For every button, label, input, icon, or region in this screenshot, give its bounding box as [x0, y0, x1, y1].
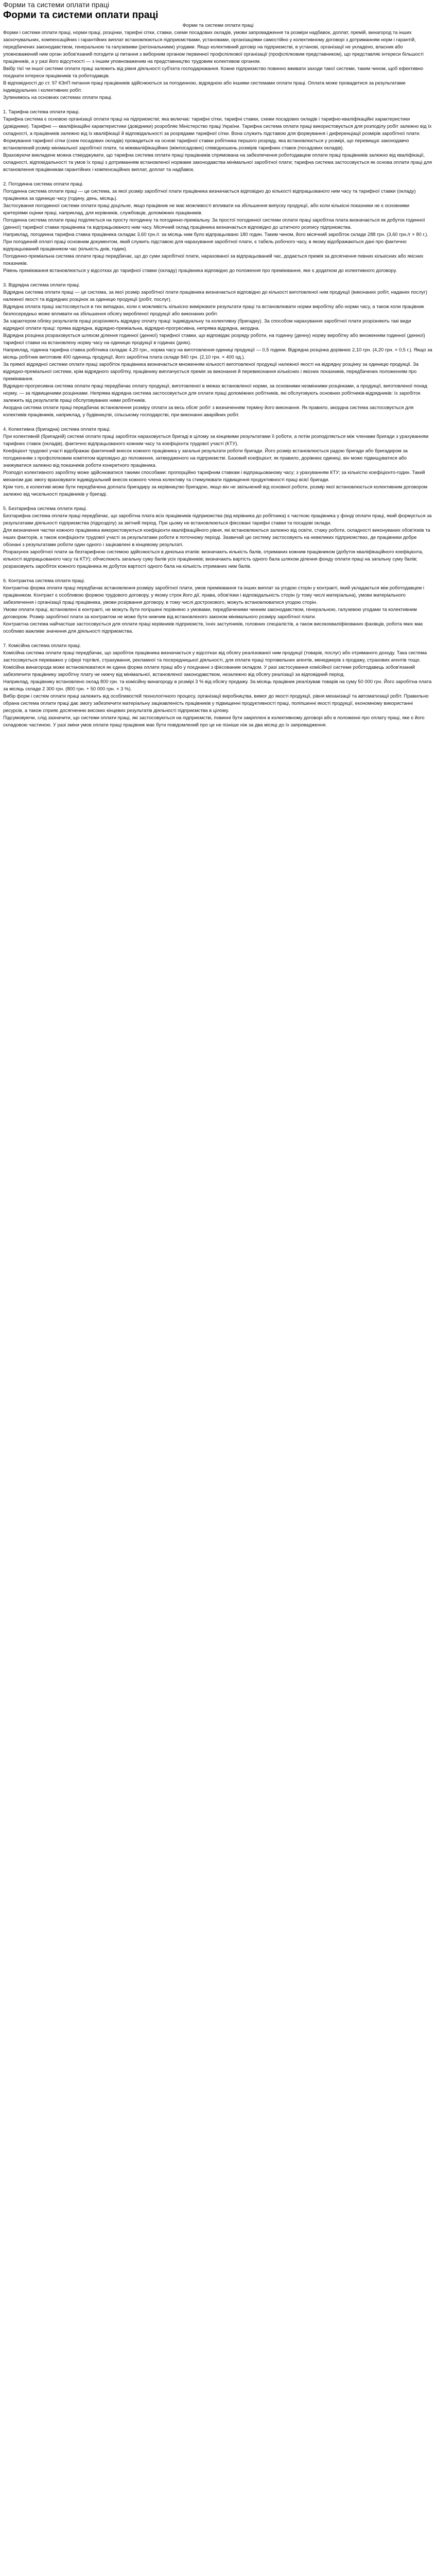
paragraph-spacer — [3, 635, 433, 642]
paragraph: Погодинно-преміальна система оплати праці передбачає, що до суми заробітної плати, нарахованої за відпрацьований час, додається премія за досягнення певних кількісних або якісних показників. — [3, 253, 424, 266]
paragraph: При погодинній оплаті праці основним документом, який служить підставою для нарахування заробітної плати, є табель робочого часу, в якому відображаються дані про фактично відпрацьований працівником час (кількість днів, годин). — [3, 239, 407, 251]
paragraph: Комісійна винагорода може встановлюватися як єдина форма оплати праці або у поєднанні з фіксованим окладом. У разі застосування комісійної системи роботодавець зобов'язаний забезпечити працівнику заробітну плату не нижчу від мінімальної, встановленої законодавством, незалежно від обсягу реалізації за відповідний період. — [3, 664, 415, 677]
page-title: Форми та системи оплати праці — [3, 10, 159, 21]
paragraph: Відрядна система оплати праці — це система, за якої розмір заробітної плати працівника визначається відповідно до кількості виготовленої ним продукції (виконаних робіт, наданих послуг) належної якості та відрядних розцінок за одиницю продукції (робіт, послуг). — [3, 289, 428, 302]
paragraph: За прямої відрядної системи оплати праці заробіток працівника визначається множенням кількості виготовленої продукції належної якості на відрядну розцінку за одиницю продукції. За відрядно-преміальної системи, крім відрядного заробітку, працівнику виплачується премія за виконання й перевиконання кількісних і якісних показників, передбачених положенням про преміювання. — [3, 361, 419, 381]
paragraph-spacer — [3, 498, 433, 505]
paragraph: Вибір форм і систем оплати праці залежить від особливостей технологічного процесу, організації виробництва, вимог до якості продукції, рівня механізації та автоматизації робіт. Правильно обрана система оплати праці дає змогу забезпечити матеріальну зацікавленість працівників у підвищенні продуктивності праці, поліпшенні якості продукції, економному використанні ресурсів, а також сприяє досягненню високих кінцевих результатів діяльності підприємства в цілому. — [3, 693, 429, 713]
paragraph: Форми та системи оплати праці — [182, 22, 254, 28]
paragraph: Наприклад, годинна тарифна ставка робітника складає 4,20 грн., норма часу на виготовлення одиниці продукції — 0,5 години. Відрядна розцінка дорівнює 2,10 грн. (4,20 грн. × 0,5 г.). Якщо за місяць робітник виготовив 400 одиниць продукції, його заробітна плата складе 840 грн. (2,10 грн. × 400 од.). — [3, 347, 432, 360]
paragraph: Відрядно-прогресивна система оплати праці передбачає оплату продукції, виготовленої в межах встановленої норми, за основними незмінними розцінками, а продукції, виготовленої понад норму, — за підвищеними розцінками. Непряма відрядна система застосовується для оплати праці допоміжних робітників, які обслуговують основних робітників-відрядників: їх заробіток залежить від результатів праці обслуговуваних ними робітників. — [3, 383, 427, 403]
paragraph: Формування тарифної сітки (схем посадових окладів) провадиться на основі тарифної ставки робітника першого розряду, яка встановлюється у розмірі, що перевищує законодавчо встановлений розмір мінімальної заробітної плати, та міжкваліфікаційних (міжпосадових) співвідношень розмірів тарифних ставок (посадових окладів). — [3, 138, 409, 150]
browser-tab-title: Форми та системи оплати праці — [3, 1, 110, 9]
section-heading: 5. Безтарифна система оплати праці. — [3, 505, 88, 511]
paragraph: При колективній (бригадній) системі оплати праці заробіток нараховується бригаді в цілому за кінцевими результатами її роботи, а потім розподіляється між членами бригади з урахуванням тарифних ставок (окладів), фактично відпрацьованого кожним часу та коефіцієнта трудової участі (КТУ). — [3, 433, 429, 446]
paragraph: Комісійна система оплати праці передбачає, що заробіток працівника визначається у відсотках від обсягу реалізованої ним продукції (товарів, послуг) або отриманого доходу. Така система застосовується переважно у сфері торгівлі, страхування, рекламної та посередницької діяльності, для оплати праці торговельних агентів, менеджерів з продажу, страхових агентів тощо. — [3, 650, 427, 663]
paragraph: Контрактна система найчастіше застосовується для оплати праці керівників підприємств, їхніх заступників, головних спеціалістів, а також висококваліфікованих фахівців, робота яких має особливо важливе значення для діяльності підприємства. — [3, 621, 423, 634]
paragraph: Підсумовуючи, слід зазначити, що системи оплати праці, які застосовуються на підприємстві, повинні бути закріплені в колективному договорі або в положенні про оплату праці, яке є його складовою частиною. У разі зміни умов оплати праці працівник має бути повідомлений про це не пізніше ніж за два місяці до їх запровадження. — [3, 715, 425, 727]
paragraph: В відповідності до ст. 97 КЗпП питання праці працівників здійснюються за погодинною, відрядною або іншими системами оплати праці. Оплата може провадитися за результатами індивідуальних і колективних робіт. — [3, 80, 406, 93]
paragraph: Безтарифна система оплати праці передбачає, що заробітна плата всіх працівників підприємства (від керівника до робітника) є часткою працівника у фонді оплати праці, який формується за результатами діяльності підприємства (підрозділу) за звітний період. При цьому не встановлюються фіксовані тарифні ставки та посадові оклади. — [3, 513, 432, 526]
paragraph: Відрядна оплата праці застосовується в тих випадках, коли є можливість кількісно вимірювати результати праці та встановлювати норми виробітку або норми часу, а також коли працівник безпосередньо може впливати на збільшення обсягу виробленої продукції або виконаних робіт. — [3, 303, 424, 316]
document-body — [0, 22, 436, 728]
paragraph: Форми і системи оплати праці, норми праці, розцінки, тарифні сітки, ставки, схеми посадових окладів, умови запровадження та розміри надбавок, доплат, премій, винагород та інших заохочувальних, компенсаційних і гарантійних виплат встановлюються підприємствами, установами, організаціями самостійно у колективному договорі з дотриманням норм і гарантій, передбачених законодавством, генеральною та галузевими (регіональними) угодами. Якщо колективний договір на підприємстві, в установі, організації не укладено, власник або уповноважений ним орган зобов'язаний погодити ці питання з виборним органом первинної профспілкової організації (профспілковим представником), що представляє інтереси більшості працівників, а у разі його відсутності — з іншим уповноваженим на представництво трудовим колективом органом. — [3, 29, 424, 64]
paragraph: Контрактна форма оплати праці передбачає встановлення розміру заробітної плати, умов преміювання та інших виплат за угодою сторін у контракті, який укладається між роботодавцем і працівником. Контракт є особливою формою трудового договору, у якому строк його дії, права, обов'язки і відповідальність сторін (у тому числі матеріальна), умови матеріального забезпечення і організації праці працівника, умови розірвання договору, в тому числі дострокового, можуть встановлюватися угодою сторін. — [3, 585, 424, 605]
paragraph-spacer — [3, 418, 433, 426]
paragraph: Враховуючи викладене можна стверджувати, що тарифна система оплати праці працівників спрямована на забезпечення роботодавцем оплати праці працівників залежно від кваліфікації, складності, відповідальності та умов їх праці з дотриманням встановленої нормами законодавства мінімальної заробітної плати; тарифна система застосовується як основа оплати праці для встановлення працівникам гарантійних і компенсаційних виплат, доплат та надбавок. — [3, 152, 432, 172]
paragraph: Погодинна система оплати праці поділяється на просту погодинну та погодинно-преміальну. За простої погодинної системи оплати праці заробітна плата визначається як добуток годинної (денної) тарифної ставки працівника та відпрацьованого ним часу. Місячний оклад працівника визначається відповідно до штатного розпису підприємства. — [3, 217, 425, 230]
paragraph-spacer — [3, 173, 433, 180]
paragraph-spacer — [3, 101, 433, 108]
section-heading: 6. Контрактна система оплати праці. — [3, 578, 85, 583]
paragraph: Наприклад, працівнику встановлено оклад 800 грн. та комісійну винагороду в розмірі 3 % від обсягу продажу. За місяць працівник реалізував товарів на суму 50 000 грн. Його заробітна плата за місяць складе 2 300 грн. (800 грн. + 50 000 грн. × 3 %). — [3, 679, 432, 691]
section-heading: 3. Відрядна система оплати праці. — [3, 282, 80, 287]
paragraph: За характером обліку результатів праці розрізняють відрядну оплату праці: індивідуальну та колективну (бригадну). За способом нарахування заробітної плати розрізняють такі види відрядної оплати праці: пряма відрядна, відрядно-преміальна, відрядно-прогресивна, непряма відрядна, акордна. — [3, 318, 411, 331]
paragraph: Наприклад, погодинна тарифна ставка працівника складає 3,60 грн./г. за місяць ним було відпрацьовано 180 годин. Таким чином, його місячний заробіток складе 288 грн. (3,60 грн./г × 80 г.). — [3, 231, 428, 237]
paragraph: Тарифна система є основою організації оплати праці на підприємстві; яка включає: тарифні сітки, тарифні ставки, схеми посадових окладів і тарифно-кваліфікаційні характеристики (довідники). Тарифно — кваліфікаційні характеристики (довідники) розробляє Міністерство праці України. Тарифна система оплати праці використовується для розподілу робіт залежно від їх складності, а працівників залежно від їх кваліфікації й відповідальності за розрядами тарифної сітки. Вона служить підставою для формування і диференціації розмірів заробітної плати. — [3, 116, 432, 136]
paragraph: Умови оплати праці, встановлені в контракті, не можуть бути погіршені порівняно з умовами, передбаченими чинним законодавством, генеральною, галузевою угодами та колективним договором. Розмір заробітної плати за контрактом не може бути нижчим від встановленого законом мінімального розміру заробітної плати. — [3, 606, 417, 619]
paragraph: Відрядна розцінка розраховується шляхом ділення годинної (денної) тарифної ставки, що відповідає розряду роботи, на годинну (денну) норму виробітку або множенням годинної (денної) тарифної ставки на встановлену норму часу на одиницю продукції в годинах (днях). — [3, 332, 425, 345]
paragraph: Крім того, в колективі може бути передбачена доплата бригадиру за керівництво бригадою, якщо він не звільнений від основної роботи, розмір якої встановлюється колективним договором залежно від чисельності працівників у бригаді. — [3, 484, 428, 497]
paragraph: Погодинна система оплати праці — це система, за якої розмір заробітної плати працівника визначається відповідно до кількості відпрацьованого ним часу та тарифної ставки (окладу) працівника за одиницю часу (годину, день, місяць). — [3, 188, 416, 201]
paragraph: Зупинимось на основних системах оплати праці. — [3, 94, 113, 100]
paragraph-spacer — [3, 570, 433, 577]
section-heading: 1. Тарифна система оплати праці. — [3, 109, 80, 114]
paragraph: Рівень преміювання встановлюється у відсотках до тарифної ставки (окладу) працівника відповідно до положення про преміювання, яке є додатком до колективного договору. — [3, 267, 397, 273]
paragraph: Ввібр тієї чи іншої системи оплати праці залежить від рівня діяльності суб'єкта господарювання. Кожне підприємство повинно вживати заходи такої системи, таким чином, щоб ефективно поєднати інтереси працівників та роботодавців. — [3, 65, 424, 78]
paragraph: Розрахунок заробітної плати за безтарифною системою здійснюється в декілька етапів: визначають кількість балів, отриманих кожним працівником (добуток кваліфікаційного коефіцієнта, кількості відпрацьованого часу та КТУ); обчислюють загальну суму балів усіх працівників; визначають вартість одного бала шляхом ділення фонду оплати праці на загальну суму балів; розраховують заробіток кожного працівника як добуток вартості одного бала на кількість отриманих ним балів. — [3, 549, 423, 569]
section-heading: 7. Комісійна система оплати праці. — [3, 642, 81, 648]
paragraph: Застосування погодинної системи оплати праці доцільне, якщо працівник не має можливості впливати на збільшення випуску продукції, або коли кількісні показники не є основними критеріями оцінки праці, наприклад, для керівників, службовців, допоміжних працівників. — [3, 202, 410, 215]
paragraph: Розподіл колективного заробітку може здійснюватися такими способами: пропорційно тарифним ставкам і відпрацьованому часу; з урахуванням КТУ; за кількістю коефіцієнто-годин. Такий механізм дає змогу враховувати індивідуальний внесок кожного члена колективу та стимулювати підвищення продуктивності праці всієї бригади. — [3, 469, 425, 482]
section-heading: 2. Погодинна система оплати праці. — [3, 181, 84, 187]
paragraph: Коефіцієнт трудової участі відображає фактичний внесок кожного працівника у загальні результати роботи бригади. Його розмір встановлюється радою бригади або бригадиром за погодженням з профспілковим комітетом відповідно до положення, затвердженого на підприємстві. Базовий коефіцієнт, як правило, дорівнює одиниці, він може підвищуватися або знижуватися залежно від показників роботи конкретного працівника. — [3, 448, 408, 468]
paragraph-spacer — [3, 274, 433, 281]
paragraph: Акордна система оплати праці передбачає встановлення розміру оплати за весь обсяг робіт з визначенням терміну його виконання. Як правило, акордна система застосовується для колективів працівників, наприклад, у будівництві, сільському господарстві, при виконанні аварійних робіт. — [3, 404, 414, 417]
paragraph: Для визначення частки кожного працівника використовуються коефіцієнти кваліфікаційного рівня, які встановлюються залежно від освіти, стажу роботи, складності виконуваних обов'язків та інших факторів, а також коефіцієнти трудової участі за результатами роботи в поточному періоді. Зазвичай цю систему застосовують на невеликих підприємствах, де працівники добре обізнані з результатами роботи один одного і зацікавлені в кінцевому результаті. — [3, 527, 430, 547]
section-heading: 4. Колективна (бригадна) система оплати праці. — [3, 426, 111, 432]
